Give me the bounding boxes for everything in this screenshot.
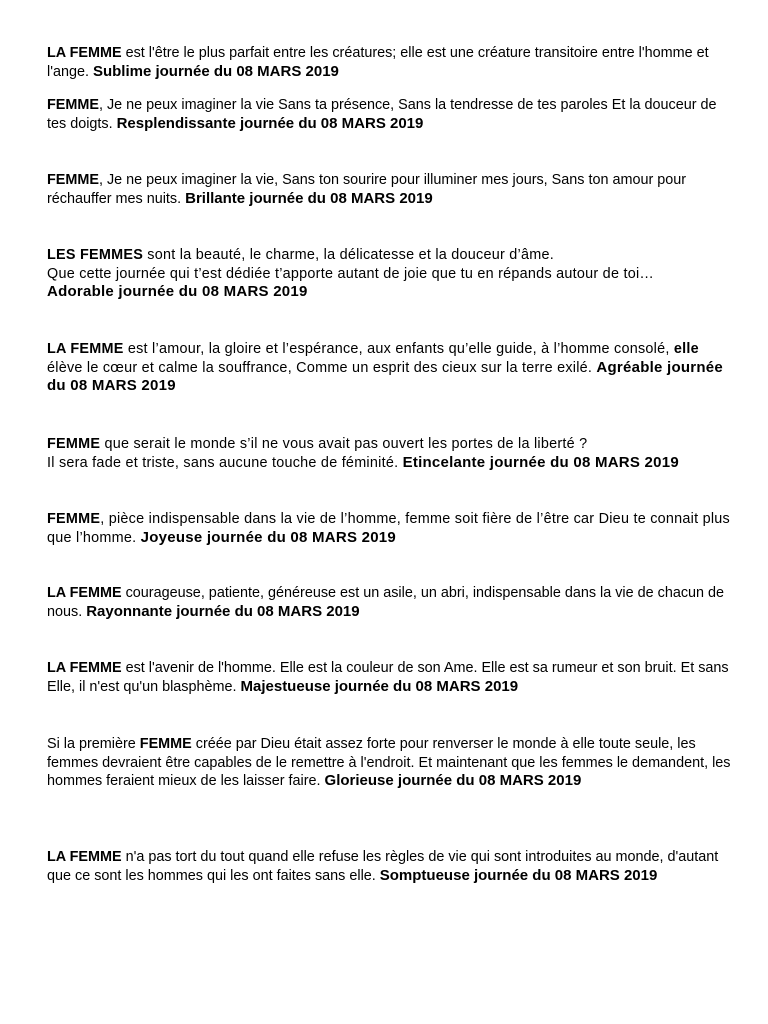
paragraph-tail: Adorable journée du 08 MARS 2019 (47, 283, 308, 300)
paragraph-lead: FEMME (47, 511, 101, 527)
paragraph-lead: LES FEMMES (47, 247, 144, 263)
paragraph-tail: Etincelante journée du 08 MARS 2019 (402, 453, 679, 471)
paragraph-text: sont la beauté, le charme, la délicatesse et la douceur d’âme. (143, 247, 554, 263)
paragraph-lead: LA FEMME (47, 849, 122, 865)
paragraph-3 (47, 171, 737, 208)
paragraph-lead: LA FEMME (47, 341, 124, 357)
paragraph-text: est l'être le plus parfait entre les créatures; elle est une créature transitoire entre l'homme et l'ange. (47, 45, 709, 80)
paragraph-5 (47, 340, 737, 396)
paragraph-7 (47, 510, 737, 547)
paragraph-tail: Rayonnante journée du 08 MARS 2019 (86, 602, 360, 620)
paragraph-tail: Agréable journée du 08 MARS 2019 (47, 358, 723, 394)
paragraph-text: n'a pas tort du tout quand elle refuse les règles de vie qui sont introduites au monde, d'autant que ce sont les hommes qui les ont faites sans elle. (47, 849, 719, 884)
paragraph-text: que serait le monde s’il ne vous avait pas ouvert les portes de la liberté ? (100, 436, 588, 452)
paragraph-lead: FEMME (139, 736, 192, 752)
paragraph-text-2: élève le cœur et calme la souffrance, Comme un esprit des cieux sur la terre exilé. (47, 359, 597, 376)
paragraph-text: courageuse, patiente, généreuse est un asile, un abri, indispensable dans la vie de chacun de nous. (47, 585, 725, 620)
paragraph-tail: Brillante journée du 08 MARS 2019 (185, 189, 433, 207)
paragraph-lead-2: elle (673, 341, 699, 357)
paragraph-text: , Je ne peux imaginer la vie, Sans ton sourire pour illuminer mes jours, Sans ton amour pour réchauffer mes nuits. (47, 172, 687, 207)
paragraph-4 (47, 246, 737, 302)
paragraph-text-2: Il sera fade et triste, sans aucune touche de féminité. (47, 454, 403, 471)
paragraph-pre: Si la première (47, 736, 140, 752)
paragraph-lead: LA FEMME (47, 585, 122, 601)
paragraph-text-2: Que cette journée qui t’est dédiée t’apporte autant de joie que tu en répands autour de toi… (47, 265, 655, 282)
paragraph-text: , Je ne peux imaginer la vie Sans ta présence, Sans la tendresse de tes paroles Et la douceur de tes doigts. (47, 97, 717, 132)
paragraph-tail: Glorieuse journée du 08 MARS 2019 (324, 772, 582, 789)
paragraph-10 (47, 735, 737, 791)
paragraph-6 (47, 435, 737, 472)
paragraph-8 (47, 584, 737, 621)
paragraph-text: , pièce indispensable dans la vie de l’homme, femme soit fière de l’être car Dieu te connait plus que l’homme. (47, 511, 730, 546)
paragraph-lead: LA FEMME (47, 660, 122, 676)
paragraph-2 (47, 96, 737, 133)
paragraph-text: est l’amour, la gloire et l’espérance, aux enfants qu’elle guide, à l’homme consolé, (123, 341, 674, 357)
paragraph-tail: Somptueuse journée du 08 MARS 2019 (379, 866, 658, 884)
paragraph-tail: Sublime journée du 08 MARS 2019 (92, 62, 339, 80)
paragraph-text: créée par Dieu était assez forte pour renverser le monde à elle toute seule, les femmes devraient être capables de le remettre à l'endroit. Et maintenant que les femmes le demandent, les hommes feraient mieux de les laisser faire. (47, 736, 731, 789)
paragraph-tail: Majestueuse journée du 08 MARS 2019 (240, 677, 519, 695)
paragraph-lead: FEMME (47, 172, 99, 188)
paragraph-lead: FEMME (47, 97, 99, 113)
paragraph-9 (47, 659, 737, 696)
paragraph-1 (47, 44, 737, 81)
paragraph-text: est l'avenir de l'homme. Elle est la couleur de son Ame. Elle est sa rumeur et son bruit. Et sans Elle, il n'est qu'un blasphème. (47, 660, 729, 695)
paragraph-tail: Resplendissante journée du 08 MARS 2019 (116, 114, 424, 132)
paragraph-tail: Joyeuse journée du 08 MARS 2019 (140, 528, 396, 546)
paragraph-lead: LA FEMME (47, 45, 122, 61)
paragraph-lead: FEMME (47, 436, 101, 452)
paragraph-11 (47, 848, 737, 885)
